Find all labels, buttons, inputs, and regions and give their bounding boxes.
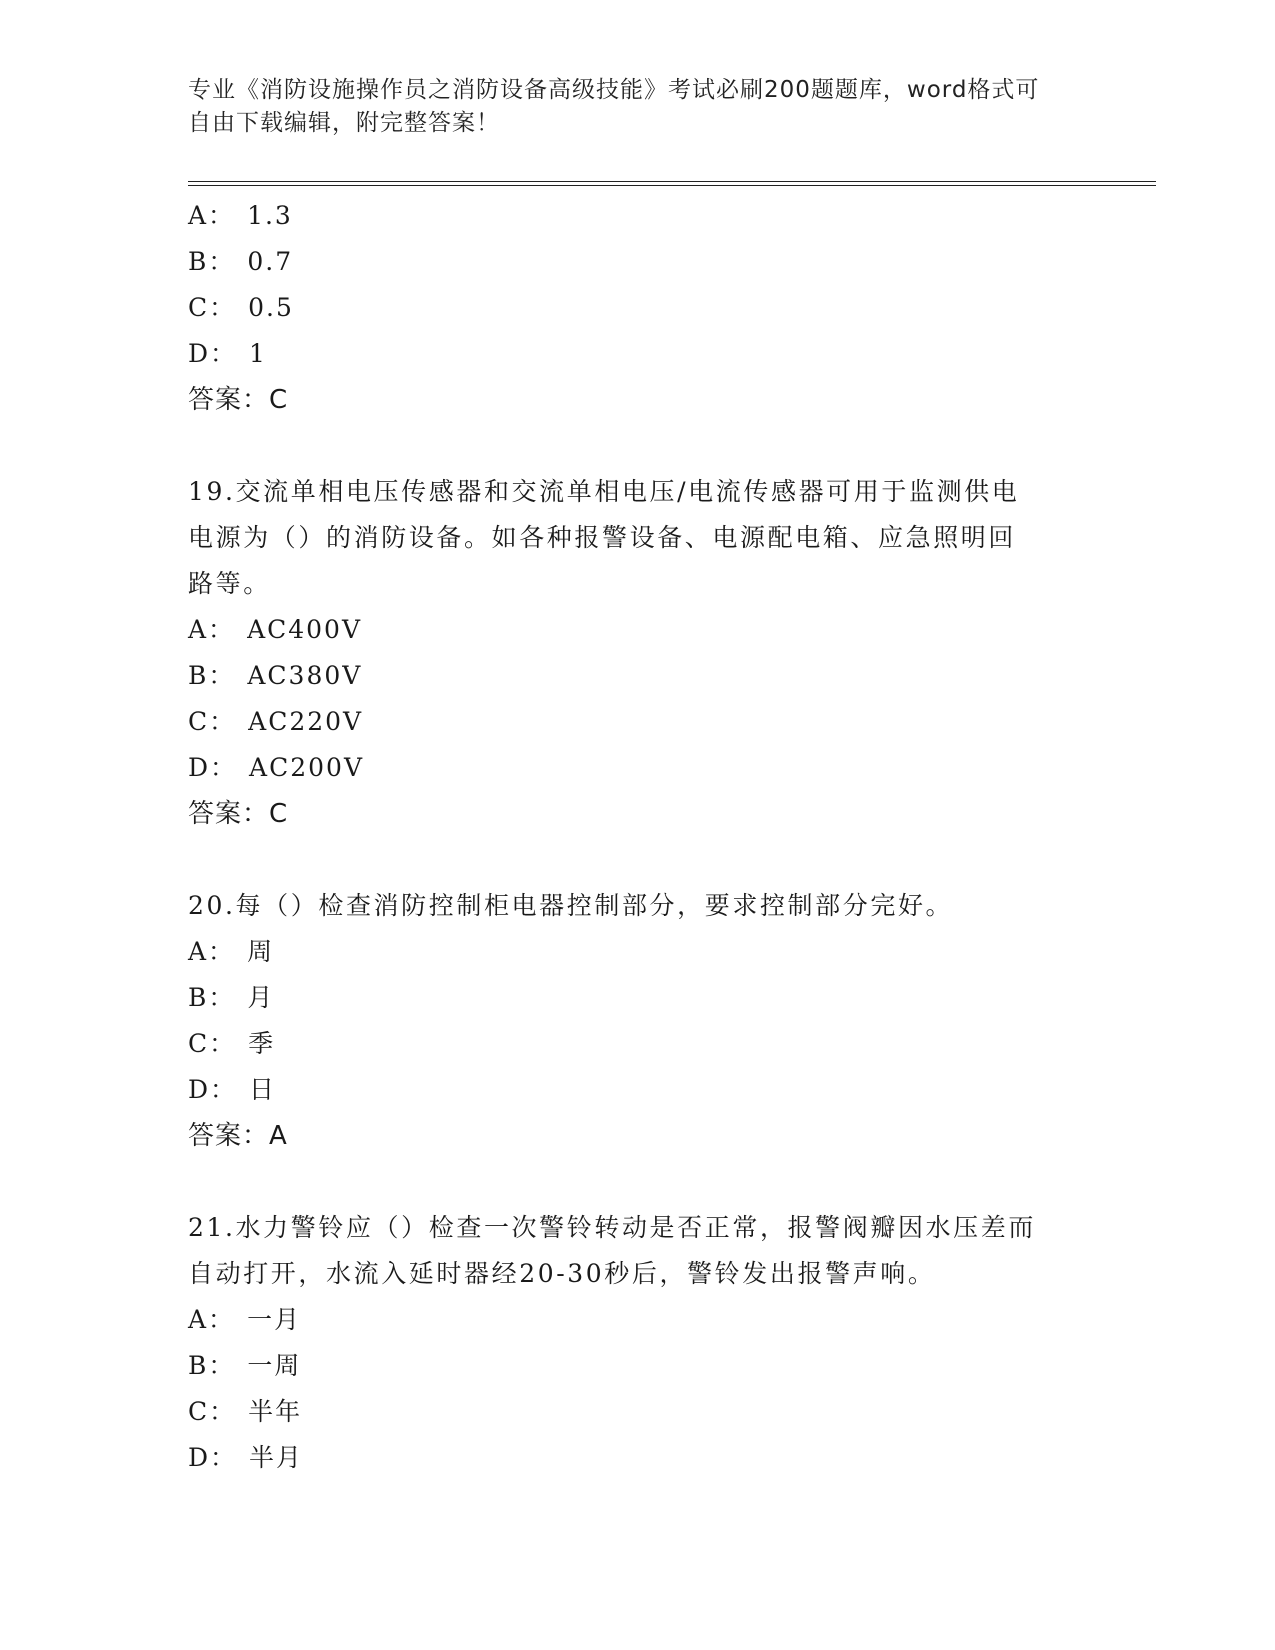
option-text: 1.3	[247, 201, 293, 230]
option-letter: A：	[188, 1305, 236, 1334]
stem-line: 电源为（）的消防设备。如各种报警设备、电源配电箱、应急照明回	[188, 523, 1017, 552]
question-stem	[188, 1205, 1088, 1297]
question-19	[188, 469, 1088, 837]
option-letter: C：	[188, 707, 237, 736]
option-letter: D：	[188, 1075, 238, 1104]
option-a	[188, 607, 1088, 653]
question-21	[188, 1205, 1088, 1481]
option-b	[188, 1343, 1088, 1389]
option-letter: A：	[188, 615, 236, 644]
option-a	[188, 1297, 1088, 1343]
option-letter: D：	[188, 1443, 238, 1472]
option-c	[188, 699, 1088, 745]
option-text: 0.7	[247, 247, 294, 276]
answer-line: 答案：C	[188, 799, 289, 829]
option-text: 月	[247, 983, 275, 1012]
option-d	[188, 745, 1088, 791]
option-text: 半年	[248, 1397, 303, 1426]
option-text: 日	[249, 1075, 277, 1104]
option-letter: D：	[188, 753, 238, 782]
question-continued	[188, 193, 1088, 423]
stem-line: 19.交流单相电压传感器和交流单相电压/电流传感器可用于监测供电	[188, 477, 1020, 506]
option-b	[188, 239, 1088, 285]
option-text: 0.5	[248, 293, 294, 322]
option-c	[188, 1021, 1088, 1067]
option-letter: C：	[188, 1029, 237, 1058]
question-stem	[188, 883, 1088, 929]
header-divider-top	[188, 181, 1156, 182]
answer-line: 答案：C	[188, 385, 289, 415]
stem-line: 自动打开，水流入延时器经20-30秒后，警铃发出报警声响。	[188, 1259, 936, 1288]
option-c	[188, 1389, 1088, 1435]
question-20	[188, 883, 1088, 1159]
option-a	[188, 193, 1088, 239]
option-a	[188, 929, 1088, 975]
stem-line: 21.水力警铃应（）检查一次警铃转动是否正常，报警阀瓣因水压差而	[188, 1213, 1036, 1242]
answer-line: 答案：A	[188, 1121, 288, 1151]
option-letter: B：	[188, 1351, 236, 1380]
option-d	[188, 1067, 1088, 1113]
stem-line: 20.每（）检查消防控制柜电器控制部分，要求控制部分完好。	[188, 891, 954, 920]
option-d	[188, 331, 1088, 377]
option-text: AC380V	[247, 661, 363, 690]
question-stem	[188, 469, 1088, 607]
option-text: 周	[247, 937, 275, 966]
option-letter: C：	[188, 1397, 237, 1426]
option-letter: D：	[188, 339, 238, 368]
option-text: AC220V	[248, 707, 364, 736]
option-d	[188, 1435, 1088, 1481]
question-list	[188, 193, 1088, 1481]
option-letter: A：	[188, 201, 236, 230]
option-b	[188, 653, 1088, 699]
option-letter: B：	[188, 983, 236, 1012]
header-line-2: 自由下载编辑，附完整答案！	[188, 110, 500, 136]
option-c	[188, 285, 1088, 331]
option-text: AC200V	[249, 753, 365, 782]
document-header	[188, 74, 1088, 140]
header-line-1: 专业《消防设施操作员之消防设备高级技能》考试必刷200题题库，word格式可	[188, 77, 1040, 103]
option-text: 一周	[247, 1351, 302, 1380]
option-text: 1	[249, 339, 267, 368]
header-divider-bottom	[188, 185, 1156, 186]
stem-line: 路等。	[188, 569, 271, 598]
option-letter: C：	[188, 293, 237, 322]
option-letter: B：	[188, 661, 236, 690]
option-letter: A：	[188, 937, 236, 966]
option-b	[188, 975, 1088, 1021]
option-text: 季	[248, 1029, 276, 1058]
option-text: 一月	[247, 1305, 302, 1334]
option-letter: B：	[188, 247, 236, 276]
option-text: AC400V	[247, 615, 363, 644]
option-text: 半月	[249, 1443, 304, 1472]
